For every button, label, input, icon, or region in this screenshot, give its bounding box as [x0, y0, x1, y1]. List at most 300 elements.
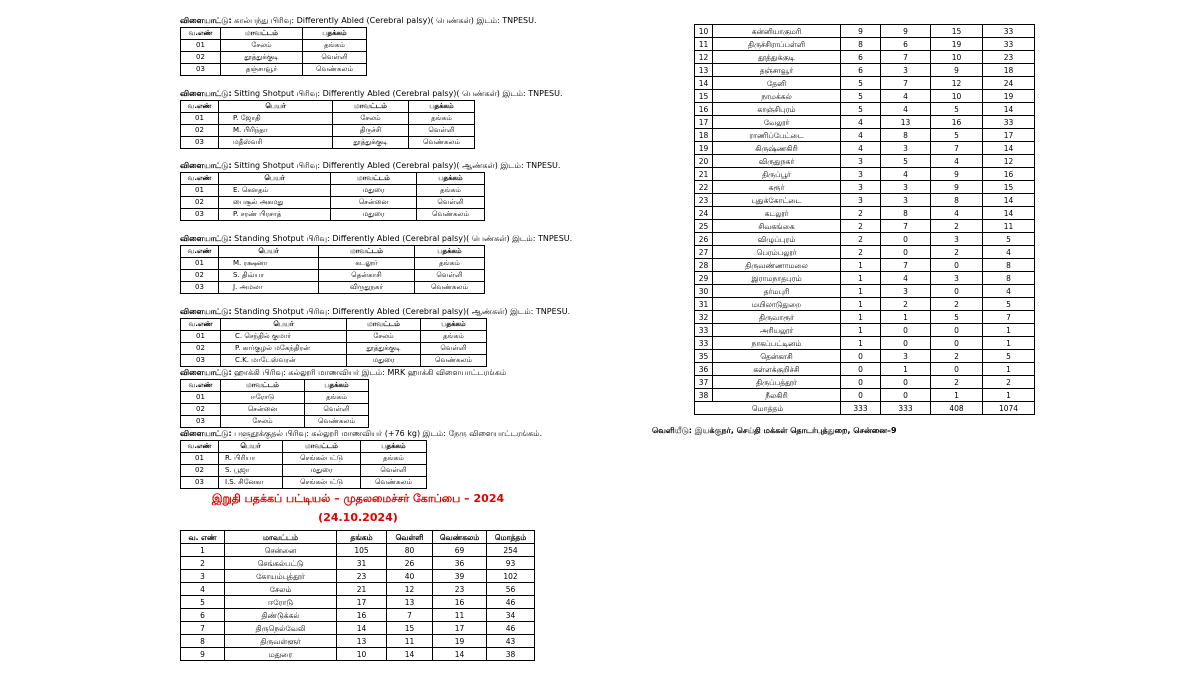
table-cell: 9	[881, 25, 931, 38]
table-cell: 33	[695, 337, 713, 350]
result-table: வ.எண் மாவட்டம் பதக்கம் 01 சேலம் தங்கம் 02 தூத்துக்குடி வெள்ளி 03 தஞ்சாவூர் வெண்கலம்	[180, 27, 367, 76]
table-cell: ராணிப்பேட்டை	[713, 129, 841, 142]
table-cell: 0	[841, 389, 881, 402]
section-weightlifting	[180, 429, 542, 489]
table-cell: 1	[841, 272, 881, 285]
table-cell: 17	[337, 596, 387, 609]
table-cell: 105	[337, 544, 387, 557]
table-cell: 3	[881, 181, 931, 194]
table-cell: 24	[983, 77, 1035, 90]
table-cell: தென்காசி	[713, 350, 841, 363]
table-cell: 0	[841, 376, 881, 389]
table-cell: 0	[881, 337, 931, 350]
table-cell: 19	[433, 635, 487, 648]
table-cell: 18	[983, 64, 1035, 77]
table-cell: 8	[881, 129, 931, 142]
table-cell: 17	[983, 129, 1035, 142]
table-cell: 2	[931, 246, 983, 259]
column-header: வெள்ளி	[387, 531, 433, 544]
table-row	[695, 337, 1035, 350]
table-row: 03 J. அமலா விருதுநகர் வெண்கலம்	[181, 282, 485, 294]
result-table: வ.எண் பெயர் மாவட்டம் பதக்கம் 01 M. ரக்ஷனா கடலூர் தங்கம் 02 S. திவ்யா தென்காசி வெள்ளி 03 J. அமலா விருதுநகர் வெண்கலம்	[180, 245, 485, 294]
table-cell: 24	[695, 207, 713, 220]
table-cell: 7	[983, 311, 1035, 324]
table-cell: சென்னை	[225, 544, 337, 557]
column-header: வ. எண்	[181, 531, 225, 544]
table-row	[695, 350, 1035, 363]
table-row	[695, 77, 1035, 90]
table-cell: 17	[433, 622, 487, 635]
table-cell: 254	[487, 544, 535, 557]
table-row	[695, 194, 1035, 207]
table-cell: 102	[487, 570, 535, 583]
table-cell: 2	[931, 376, 983, 389]
table-cell: 16	[695, 103, 713, 116]
section-caption: விளையாட்டு: Sitting Shotput பிரிவு: Differently Abled (Cerebral palsy)( பெண்கள்) இடம்: TNPESU.	[180, 89, 563, 98]
table-cell: 0	[931, 285, 983, 298]
table-cell: 22	[695, 181, 713, 194]
result-table: வ.எண் மாவட்டம் பதக்கம் 01 ஈரோடு தங்கம் 02 சென்னை வெள்ளி 03 சேலம் வெண்கலம்	[180, 379, 369, 428]
table-header-row	[181, 531, 535, 544]
table-cell: 31	[695, 298, 713, 311]
table-cell: 0	[931, 324, 983, 337]
table-cell: 5	[841, 103, 881, 116]
table-cell: 12	[983, 155, 1035, 168]
table-cell: 21	[337, 583, 387, 596]
table-cell: 14	[337, 622, 387, 635]
table-cell: 4	[881, 272, 931, 285]
table-cell: 7	[881, 259, 931, 272]
table-cell: 39	[433, 570, 487, 583]
table-cell: 3	[841, 168, 881, 181]
table-cell: இராமநாதபுரம்	[713, 272, 841, 285]
table-cell: 43	[487, 635, 535, 648]
table-row	[695, 285, 1035, 298]
table-row	[695, 389, 1035, 402]
table-row	[695, 207, 1035, 220]
table-cell: 32	[695, 311, 713, 324]
table-cell: 1	[841, 337, 881, 350]
table-cell: 46	[487, 622, 535, 635]
table-cell: தூத்துக்குடி	[713, 51, 841, 64]
table-cell: 11	[983, 220, 1035, 233]
table-cell: 1	[181, 544, 225, 557]
table-cell: 7	[881, 51, 931, 64]
table-cell: 14	[387, 648, 433, 661]
table-cell: சிவகங்கை	[713, 220, 841, 233]
table-cell: 80	[387, 544, 433, 557]
table-cell: 4	[931, 155, 983, 168]
table-cell: 15	[983, 181, 1035, 194]
table-cell: 3	[881, 142, 931, 155]
table-cell: 16	[433, 596, 487, 609]
table-cell: 1	[841, 259, 881, 272]
table-cell: 93	[487, 557, 535, 570]
column-header: வெண்கலம்	[433, 531, 487, 544]
table-row: 01 P. ஜோதி சேலம் தங்கம்	[181, 113, 475, 125]
section-caption: விளையாட்டு: Sitting Shotput பிரிவு: Differently Abled (Cerebral palsy)( ஆண்கள்) இடம்: TNPESU.	[180, 161, 561, 170]
table-cell: 13	[695, 64, 713, 77]
table-cell: 37	[695, 376, 713, 389]
table-cell: 33	[983, 38, 1035, 51]
table-row: 03 I.S. சினேகா செங்கல்பட்டு வெண்கலம்	[181, 477, 427, 489]
table-cell: வேலூர்	[713, 116, 841, 129]
table-cell: 14	[983, 207, 1035, 220]
table-row: 02 சென்னை வெள்ளி	[181, 404, 369, 416]
table-cell: 5	[983, 298, 1035, 311]
table-cell: ஈரோடு	[225, 596, 337, 609]
table-cell: 0	[841, 350, 881, 363]
table-cell: 7	[387, 609, 433, 622]
table-cell: 11	[387, 635, 433, 648]
table-row	[695, 272, 1035, 285]
table-row	[695, 233, 1035, 246]
section-caption: விளையாட்டு: பளுதூக்குதல் பிரிவு: கல்லூரி மாணவியர் (+76 kg) இடம்: நேரு விளையாட்டரங்கம்.	[180, 429, 543, 438]
table-cell: 7	[181, 622, 225, 635]
section-standing-shotput-men	[180, 307, 570, 367]
table-cell: 0	[931, 337, 983, 350]
table-cell: 1	[841, 285, 881, 298]
table-cell: கள்ளக்குறிச்சி	[713, 363, 841, 376]
table-cell: 1	[841, 324, 881, 337]
table-cell: 8	[181, 635, 225, 648]
table-cell: 1	[983, 389, 1035, 402]
table-cell: 6	[841, 64, 881, 77]
table-cell: 69	[433, 544, 487, 557]
table-row	[181, 596, 535, 609]
section-sitting-shotput-men	[180, 161, 560, 221]
table-row	[181, 557, 535, 570]
table-row	[695, 376, 1035, 389]
table-cell: 15	[931, 25, 983, 38]
table-cell: 13	[387, 596, 433, 609]
table-cell: 5	[881, 155, 931, 168]
table-row: 03 தஞ்சாவூர் வெண்கலம்	[181, 64, 367, 76]
table-cell: 2	[841, 207, 881, 220]
result-table: வ.எண் பெயர் மாவட்டம் பதக்கம் 01 P. ஜோதி சேலம் தங்கம் 02 M. பிரிந்தா திருச்சி வெள்ளி 03 மதீஸ்வரி தூத்துக்குடி வெண்கலம்	[180, 100, 475, 149]
table-cell: 9	[931, 168, 983, 181]
table-cell: 408	[931, 402, 983, 415]
table-row	[695, 363, 1035, 376]
table-cell: 2	[841, 220, 881, 233]
table-cell: 8	[983, 259, 1035, 272]
table-row	[181, 583, 535, 596]
table-cell: 3	[931, 272, 983, 285]
table-cell: 333	[881, 402, 931, 415]
table-cell: 5	[841, 90, 881, 103]
table-cell: திருப்பத்தூர்	[713, 376, 841, 389]
table-cell: புதுக்கோட்டை	[713, 194, 841, 207]
table-cell: 33	[983, 25, 1035, 38]
table-cell: 56	[487, 583, 535, 596]
table-cell: 1074	[983, 402, 1035, 415]
table-cell: 13	[337, 635, 387, 648]
table-row: 01 E. கௌதம் மதுரை தங்கம்	[181, 185, 485, 197]
table-cell: 29	[695, 272, 713, 285]
table-cell: திருச்சிராப்பள்ளி	[713, 38, 841, 51]
table-cell: 9	[181, 648, 225, 661]
table-cell: 0	[841, 363, 881, 376]
table-row	[695, 51, 1035, 64]
table-cell: 46	[487, 596, 535, 609]
table-cell: 3	[841, 181, 881, 194]
table-cell: அரியலூர்	[713, 324, 841, 337]
table-cell: 14	[695, 77, 713, 90]
table-row: 02 P. கார்குழல் மகேந்திரன் தூத்துக்குடி வெள்ளி	[181, 343, 487, 355]
table-cell: 10	[337, 648, 387, 661]
table-cell: 0	[881, 389, 931, 402]
table-cell: 0	[931, 363, 983, 376]
table-cell: நீலகிரி	[713, 389, 841, 402]
table-cell: 9	[931, 181, 983, 194]
table-cell: 1	[841, 298, 881, 311]
table-cell: 3	[881, 285, 931, 298]
table-cell: 3	[881, 350, 931, 363]
table-cell: 30	[695, 285, 713, 298]
table-cell: 23	[433, 583, 487, 596]
table-cell: நாகப்பட்டினம்	[713, 337, 841, 350]
table-cell: 38	[487, 648, 535, 661]
table-cell: நாமக்கல்	[713, 90, 841, 103]
table-row	[695, 90, 1035, 103]
table-cell: 38	[695, 389, 713, 402]
table-cell: 0	[881, 324, 931, 337]
table-row	[695, 246, 1035, 259]
table-cell: கோயம்புத்தூர்	[225, 570, 337, 583]
table-cell: 9	[931, 64, 983, 77]
table-cell: பெரம்பலூர்	[713, 246, 841, 259]
section-caption: விளையாட்டு: Standing Shotput பிரிவு: Differently Abled (Cerebral palsy)( ஆண்கள்) இடம்: TNPESU.	[180, 307, 571, 316]
table-row	[181, 544, 535, 557]
table-row	[695, 155, 1035, 168]
table-cell: 19	[695, 142, 713, 155]
table-row	[181, 570, 535, 583]
table-cell: 7	[881, 220, 931, 233]
table-cell: 5	[983, 233, 1035, 246]
table-cell: 9	[841, 25, 881, 38]
table-cell: 3	[841, 155, 881, 168]
table-cell: 23	[695, 194, 713, 207]
table-cell: 15	[695, 90, 713, 103]
table-cell: 13	[881, 116, 931, 129]
section-caption: விளையாட்டு: Standing Shotput பிரிவு: Differently Abled (Cerebral palsy)( பெண்கள்) இடம்: TNPESU.	[180, 234, 573, 243]
table-cell: 10	[931, 90, 983, 103]
table-row: 03 சேலம் வெண்கலம்	[181, 416, 369, 428]
table-cell: 8	[841, 38, 881, 51]
table-row: 02 S. திவ்யா தென்காசி வெள்ளி	[181, 270, 485, 282]
table-cell: 2	[841, 246, 881, 259]
section-caption: விளையாட்டு: ஹாக்கி பிரிவு: கல்லூரி மாணவியர் இடம்: MRK ஹாக்கி விளையாட்டரங்கம்	[180, 368, 507, 377]
table-cell: 8	[881, 207, 931, 220]
table-cell: 17	[695, 116, 713, 129]
table-cell: 16	[983, 168, 1035, 181]
table-cell: 5	[181, 596, 225, 609]
table-cell: 12	[931, 77, 983, 90]
table-cell: 0	[931, 259, 983, 272]
table-cell: 10	[931, 51, 983, 64]
table-cell: 19	[931, 38, 983, 51]
table-cell: திருவண்ணாமலை	[713, 259, 841, 272]
table-cell: 34	[487, 609, 535, 622]
table-cell: 1	[931, 389, 983, 402]
medal-table-part2	[694, 24, 1035, 415]
total-row	[695, 402, 1035, 415]
table-cell: 20	[695, 155, 713, 168]
table-cell: 6	[841, 51, 881, 64]
table-cell: 8	[983, 272, 1035, 285]
table-cell: 2	[181, 557, 225, 570]
table-row	[695, 64, 1035, 77]
table-cell: 11	[695, 38, 713, 51]
table-cell: 8	[931, 194, 983, 207]
table-row	[695, 181, 1035, 194]
result-table: வ.எண் பெயர் மாவட்டம் பதக்கம் 01 E. கௌதம் மதுரை தங்கம் 02 பைசூல் அகமது சென்னை வெள்ளி 03 P. சரண் பிரசாத் மதுரை வெண்கலம்	[180, 172, 485, 221]
table-cell: 7	[931, 142, 983, 155]
table-cell: 2	[841, 233, 881, 246]
table-cell: 18	[695, 129, 713, 142]
table-row: 01 C. செந்தில் குமார் சேலம் தங்கம்	[181, 331, 487, 343]
table-row	[695, 324, 1035, 337]
table-cell: 14	[983, 194, 1035, 207]
table-cell: தர்மபுரி	[713, 285, 841, 298]
table-cell: தேனி	[713, 77, 841, 90]
table-row: 02 S. பூஜா மதுரை வெள்ளி	[181, 465, 427, 477]
table-row	[181, 648, 535, 661]
table-cell: காஞ்சிபுரம்	[713, 103, 841, 116]
table-cell: 0	[881, 233, 931, 246]
table-row	[695, 298, 1035, 311]
table-cell: 11	[433, 609, 487, 622]
table-cell: மதுரை	[225, 648, 337, 661]
table-cell: 4	[881, 90, 931, 103]
table-cell: 16	[337, 609, 387, 622]
table-cell: 27	[695, 246, 713, 259]
table-row	[181, 622, 535, 635]
table-cell: 333	[841, 402, 881, 415]
section-standing-shotput-women	[180, 234, 572, 294]
table-row: 02 M. பிரிந்தா திருச்சி வெள்ளி	[181, 125, 475, 137]
table-cell: 10	[695, 25, 713, 38]
table-cell: 5	[931, 103, 983, 116]
table-row: 01 சேலம் தங்கம்	[181, 40, 367, 52]
table-cell: மொத்தம்	[695, 402, 841, 415]
medal-table-part1	[180, 530, 535, 661]
table-cell: 1	[983, 363, 1035, 376]
table-cell: கிருஷ்ணகிரி	[713, 142, 841, 155]
source-credit: வெளியீடு: இயக்குநர், செய்தி மக்கள் தொடர்புத்துறை, சென்னை–9	[652, 426, 897, 435]
table-row	[695, 311, 1035, 324]
table-cell: மயிலாடுதுறை	[713, 298, 841, 311]
table-cell: 14	[433, 648, 487, 661]
table-cell: 5	[931, 311, 983, 324]
table-cell: 1	[881, 363, 931, 376]
table-cell: 28	[695, 259, 713, 272]
table-cell: 6	[181, 609, 225, 622]
column-header: மாவட்டம்	[225, 531, 337, 544]
table-cell: விருதுநகர்	[713, 155, 841, 168]
table-row	[181, 609, 535, 622]
table-cell: கடலூர்	[713, 207, 841, 220]
column-header: தங்கம்	[337, 531, 387, 544]
table-cell: தஞ்சாவூர்	[713, 64, 841, 77]
table-cell: 5	[931, 129, 983, 142]
table-cell: 35	[695, 350, 713, 363]
table-row	[695, 142, 1035, 155]
table-cell: 4	[841, 129, 881, 142]
table-row	[695, 25, 1035, 38]
table-cell: 3	[181, 570, 225, 583]
table-cell: 12	[695, 51, 713, 64]
table-cell: 2	[931, 350, 983, 363]
table-cell: 33	[983, 116, 1035, 129]
table-cell: சேலம்	[225, 583, 337, 596]
table-cell: 25	[695, 220, 713, 233]
table-cell: கன்னியாகுமரி	[713, 25, 841, 38]
table-cell: 19	[983, 90, 1035, 103]
section-caption: விளையாட்டு: கால்பந்து பிரிவு: Differently Abled (Cerebral palsy)( பெண்கள்) இடம்: TNPESU.	[180, 16, 537, 25]
table-cell: 7	[881, 77, 931, 90]
table-row	[181, 635, 535, 648]
table-cell: திருவாரூர்	[713, 311, 841, 324]
table-row: 01 R. பிரியா செங்கல்பட்டு தங்கம்	[181, 453, 427, 465]
table-row	[695, 220, 1035, 233]
table-row	[695, 259, 1035, 272]
table-cell: கரூர்	[713, 181, 841, 194]
section-hockey	[180, 368, 506, 428]
table-cell: 4	[931, 207, 983, 220]
table-row	[695, 38, 1035, 51]
table-cell: 1	[881, 311, 931, 324]
table-cell: 14	[983, 142, 1035, 155]
table-row	[695, 116, 1035, 129]
table-cell: 3	[931, 233, 983, 246]
column-header: மொத்தம்	[487, 531, 535, 544]
table-cell: 4	[841, 142, 881, 155]
table-cell: 3	[841, 194, 881, 207]
table-cell: 4	[983, 246, 1035, 259]
table-cell: 4	[881, 168, 931, 181]
table-cell: 33	[695, 324, 713, 337]
table-cell: 14	[983, 103, 1035, 116]
table-cell: 26	[695, 233, 713, 246]
table-cell: 6	[881, 38, 931, 51]
table-cell: 15	[387, 622, 433, 635]
table-cell: 5	[841, 77, 881, 90]
medal-list-title: இறுதி பதக்கப் பட்டியல் – முதலமைச்சர் கோப்பை – 2024 (24.10.2024)	[211, 492, 505, 524]
section-football	[180, 16, 537, 76]
table-row	[695, 103, 1035, 116]
table-cell: 0	[881, 376, 931, 389]
table-cell: 26	[387, 557, 433, 570]
table-cell: திருப்பூர்	[713, 168, 841, 181]
table-cell: 0	[881, 246, 931, 259]
table-cell: 2	[931, 220, 983, 233]
table-cell: 36	[695, 363, 713, 376]
section-sitting-shotput-women	[180, 89, 563, 149]
table-cell: 1	[983, 337, 1035, 350]
table-cell: 3	[881, 194, 931, 207]
table-cell: 4	[983, 285, 1035, 298]
table-row: 03 C.K. மாடேஸ்வரன் மதுரை வெண்கலம்	[181, 355, 487, 367]
table-cell: 31	[337, 557, 387, 570]
table-cell: 1	[841, 311, 881, 324]
table-cell: 4	[181, 583, 225, 596]
table-row: 03 P. சரண் பிரசாத் மதுரை வெண்கலம்	[181, 209, 485, 221]
table-row: 02 பைசூல் அகமது சென்னை வெள்ளி	[181, 197, 485, 209]
table-row: 01 ஈரோடு தங்கம்	[181, 392, 369, 404]
table-cell: 23	[337, 570, 387, 583]
table-cell: 3	[881, 64, 931, 77]
